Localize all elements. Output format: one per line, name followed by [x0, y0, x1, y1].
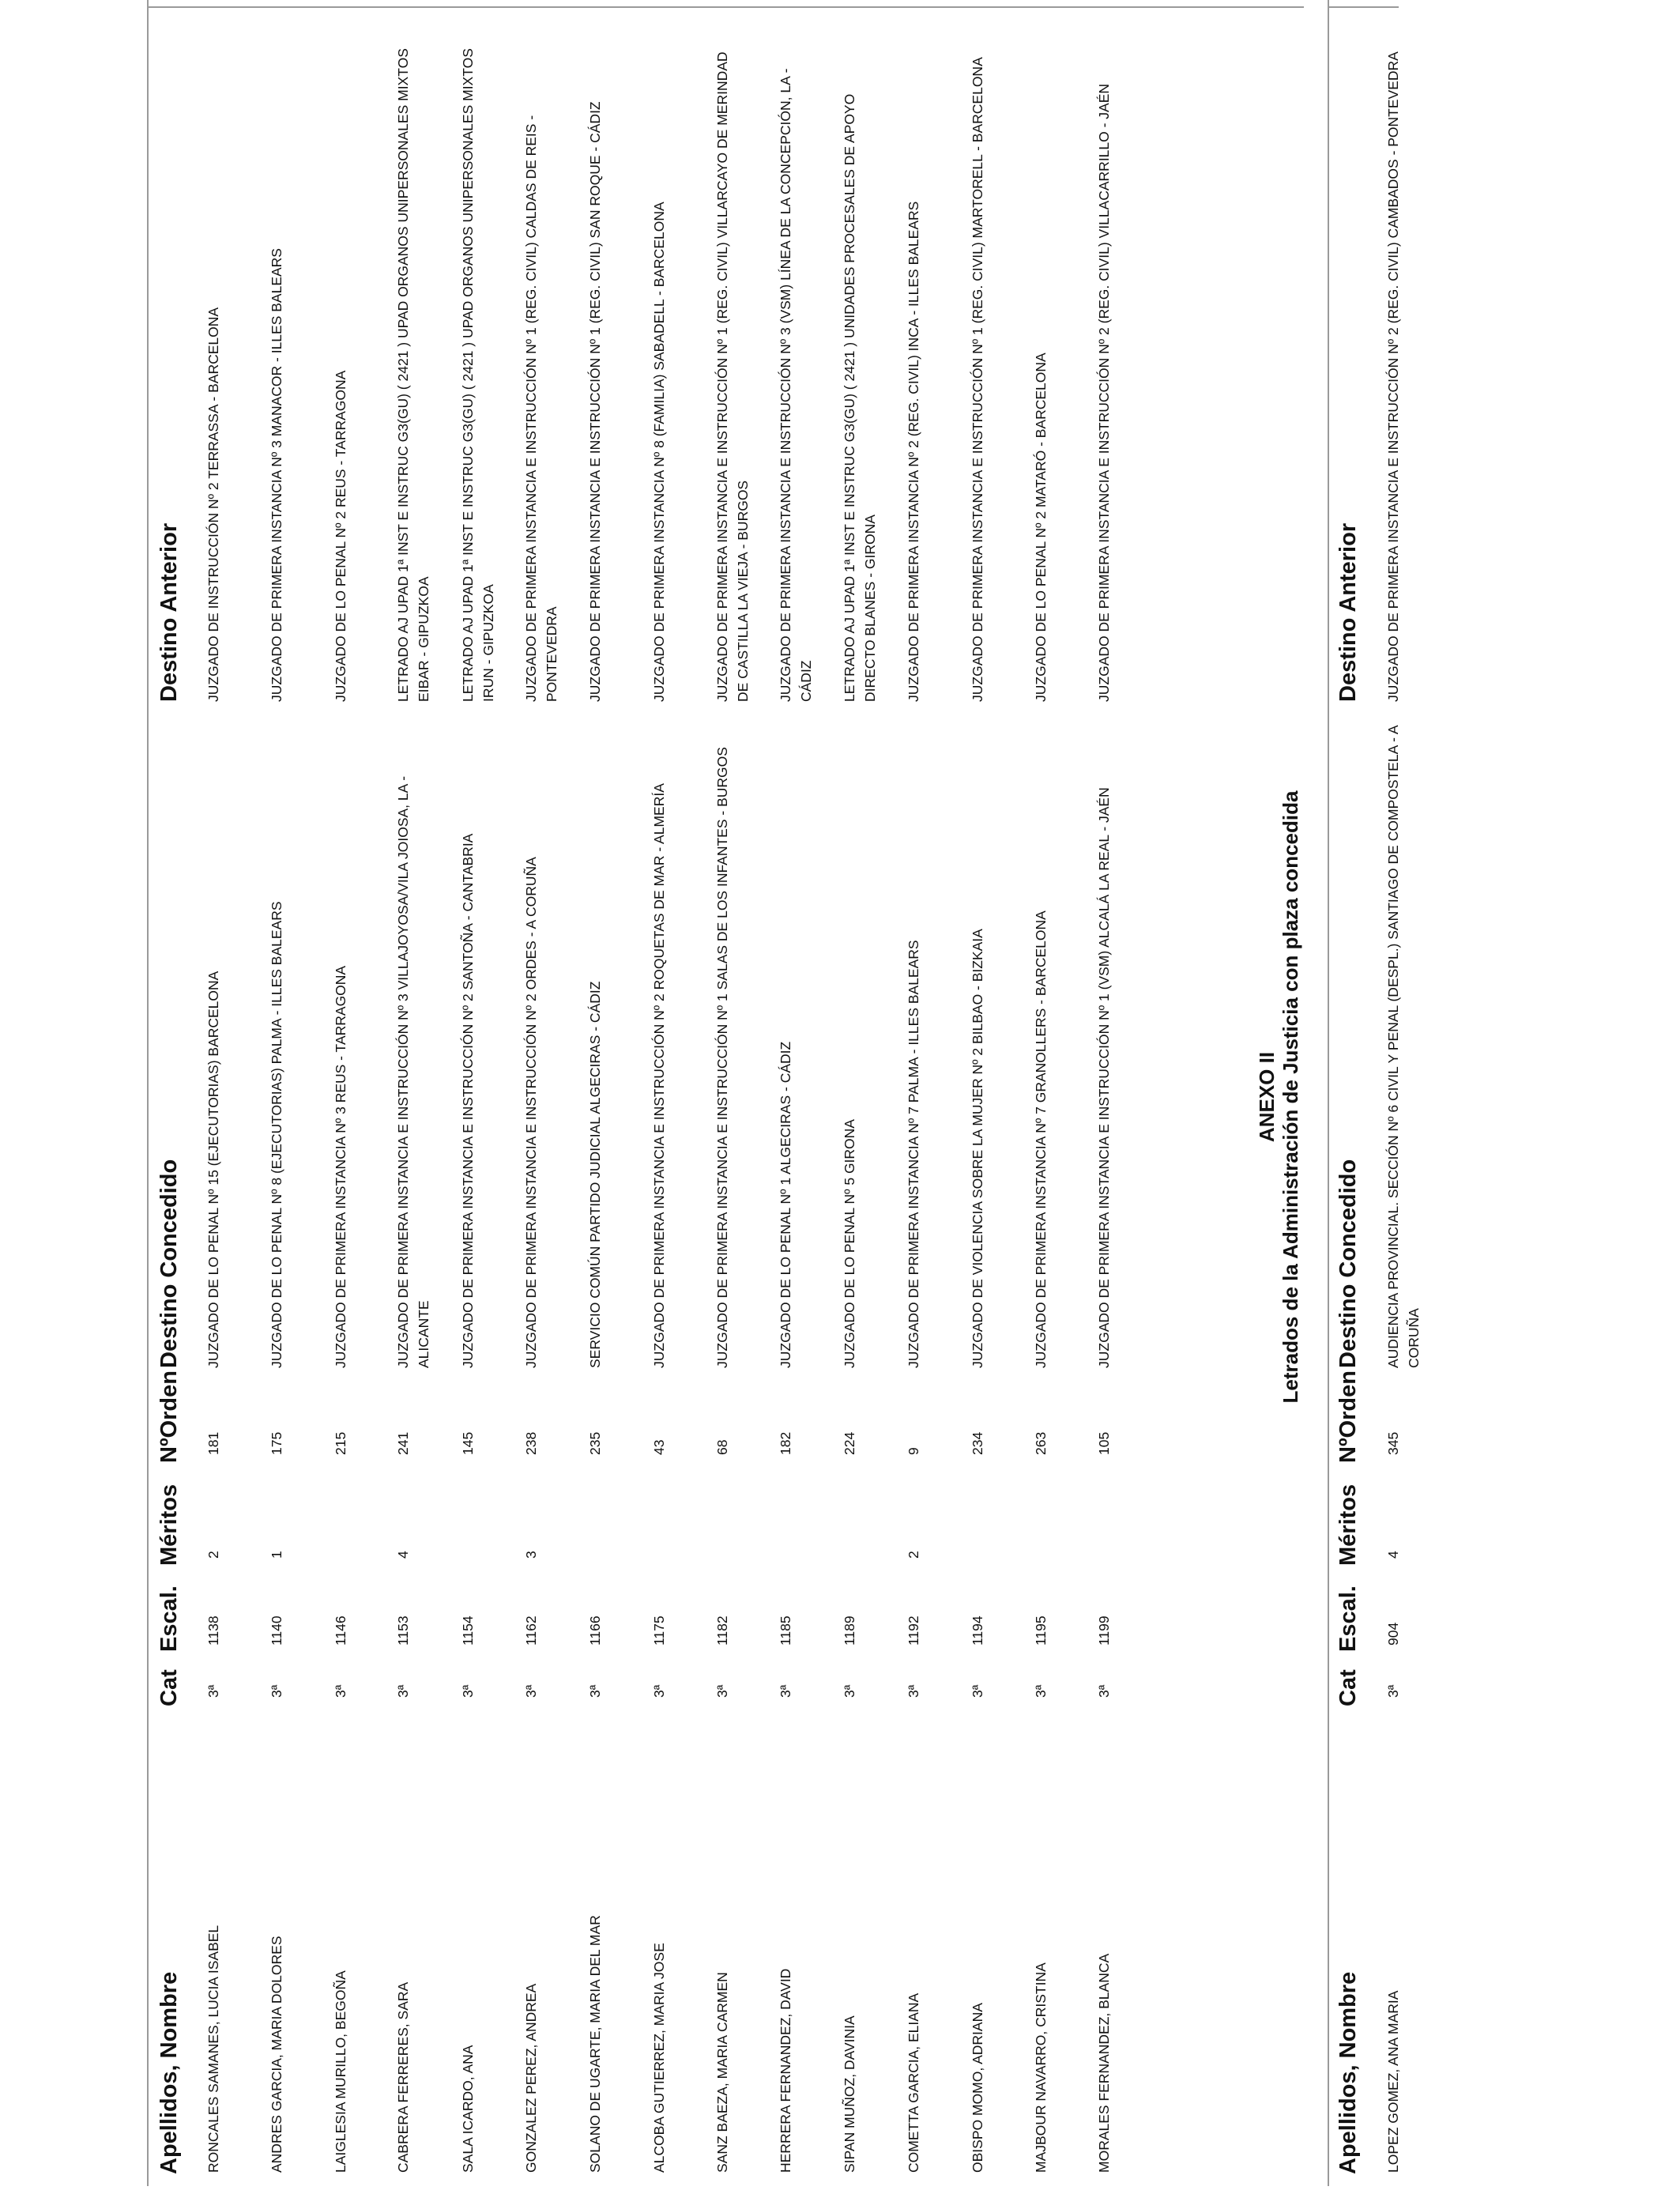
- cell-escal: 1199: [1096, 1615, 1112, 1646]
- cell-destino-anterior: JUZGADO DE PRIMERA INSTANCIA E INSTRUCCIÓN Nº 2 (REG. CIVIL) CAMBADOS - PONTEVEDRA: [1385, 51, 1401, 702]
- cell-destino-anterior: JUZGADO DE PRIMERA INSTANCIA E INSTRUCCIÓN Nº 1 (REG. CIVIL) SAN ROQUE - CÁDIZ: [587, 101, 603, 702]
- cell-orden: 175: [269, 1431, 284, 1455]
- cell-name: SANZ BAEZA, MARIA CARMEN: [714, 1972, 730, 2173]
- cell-destino-anterior: JUZGADO DE PRIMERA INSTANCIA E INSTRUCCIÓN Nº 1 (REG. CIVIL) CALDAS DE REIS - PONTEVEDRA: [523, 115, 559, 702]
- cell-meritos: 4: [395, 1551, 411, 1559]
- cell-destino-anterior: JUZGADO DE PRIMERA INSTANCIA E INSTRUCCIÓN Nº 1 (REG. CIVIL) MARTORELL - BARCELONA: [970, 57, 985, 702]
- header-destino-concedido: Destino Concedido: [156, 1159, 182, 1368]
- cell-destino-anterior: JUZGADO DE PRIMERA INSTANCIA Nº 2 (REG. CIVIL) INCA - ILLES BALEARS: [906, 201, 921, 702]
- cell-escal: 904: [1385, 1622, 1401, 1646]
- cell-destino-concedido: JUZGADO DE PRIMERA INSTANCIA Nº 7 GRANOLLERS - BARCELONA: [1033, 910, 1049, 1368]
- cell-orden: 235: [587, 1431, 603, 1455]
- table2-side-rule: [1328, 6, 1399, 8]
- cell-destino-anterior: JUZGADO DE LO PENAL Nº 2 MATARÓ - BARCELONA: [1033, 352, 1049, 702]
- cell-orden: 224: [842, 1431, 857, 1455]
- header-meritos: Méritos: [1335, 1483, 1361, 1566]
- cell-escal: 1195: [1033, 1615, 1049, 1646]
- cell-cat: 3ª: [587, 1684, 603, 1698]
- cell-orden: 345: [1385, 1431, 1401, 1455]
- cell-name: SOLANO DE UGARTE, MARIA DEL MAR: [587, 1915, 603, 2173]
- cell-destino-concedido: JUZGADO DE PRIMERA INSTANCIA E INSTRUCCIÓN Nº 2 ORDES - A CORUÑA: [523, 857, 539, 1368]
- annex-title: ANEXO II: [1255, 1051, 1279, 1143]
- cell-cat: 3ª: [714, 1684, 730, 1698]
- cell-escal: 1192: [906, 1615, 921, 1646]
- cell-name: HERRERA FERNANDEZ, DAVID: [778, 1968, 793, 2173]
- cell-orden: 105: [1096, 1431, 1112, 1455]
- cell-escal: 1175: [651, 1615, 667, 1646]
- cell-meritos: 4: [1385, 1551, 1401, 1559]
- cell-cat: 3ª: [778, 1684, 793, 1698]
- cell-cat: 3ª: [395, 1684, 411, 1698]
- annex-subtitle: Letrados de la Administración de Justicia con plaza concedida: [1279, 790, 1302, 1404]
- cell-orden: 43: [651, 1439, 667, 1455]
- cell-destino-concedido: JUZGADO DE PRIMERA INSTANCIA E INSTRUCCIÓN Nº 1 SALAS DE LOS INFANTES - BURGOS: [714, 747, 730, 1368]
- cell-destino-concedido: AUDIENCIA PROVINCIAL. SECCIÓN Nº 6 CIVIL Y PENAL (DESPL.) SANTIAGO DE COMPOSTELA - A CORUÑA: [1385, 726, 1422, 1368]
- cell-escal: 1182: [714, 1615, 730, 1646]
- cell-cat: 3ª: [333, 1684, 348, 1698]
- cell-escal: 1166: [587, 1615, 603, 1646]
- cell-escal: 1154: [460, 1615, 476, 1646]
- header-destino-concedido: Destino Concedido: [1335, 1159, 1361, 1368]
- header-cat: Cat: [156, 1669, 182, 1706]
- cell-escal: 1189: [842, 1615, 857, 1646]
- cell-cat: 3ª: [1385, 1684, 1401, 1698]
- header-apellidos-nombre: Apellidos, Nombre: [156, 1971, 182, 2174]
- cell-destino-anterior: JUZGADO DE PRIMERA INSTANCIA E INSTRUCCIÓN Nº 2 (REG. CIVIL) VILLACARRILLO - JAÉN: [1096, 83, 1112, 702]
- cell-name: GONZALEZ PEREZ, ANDREA: [523, 1983, 539, 2173]
- cell-name: SALA ICARDO, ANA: [460, 2045, 476, 2173]
- cell-destino-anterior: JUZGADO DE PRIMERA INSTANCIA E INSTRUCCIÓN Nº 1 (REG. CIVIL) VILLARCAYO DE MERINDAD DE CASTILLA LA VIEJA - BURGOS: [714, 51, 751, 702]
- cell-name: ANDRES GARCIA, MARIA DOLORES: [269, 1936, 284, 2173]
- cell-orden: 215: [333, 1431, 348, 1455]
- cell-destino-concedido: JUZGADO DE PRIMERA INSTANCIA E INSTRUCCIÓN Nº 3 VILLAJOYOSA/VILA JOIOSA, LA - ALICANTE: [395, 775, 431, 1368]
- header-escal: Escal.: [156, 1585, 182, 1652]
- cell-escal: 1185: [778, 1615, 793, 1646]
- cell-destino-concedido: JUZGADO DE PRIMERA INSTANCIA Nº 7 PALMA - ILLES BALEARS: [906, 940, 921, 1368]
- cell-cat: 3ª: [1096, 1684, 1112, 1698]
- header-apellidos-nombre: Apellidos, Nombre: [1335, 1971, 1361, 2174]
- cell-name: CABRERA FERRERES, SARA: [395, 1981, 411, 2173]
- cell-destino-concedido: JUZGADO DE LO PENAL Nº 1 ALGECIRAS - CÁDIZ: [778, 1041, 793, 1368]
- cell-destino-concedido: JUZGADO DE LO PENAL Nº 5 GIRONA: [842, 1119, 857, 1368]
- cell-name: COMETTA GARCIA, ELIANA: [906, 1992, 921, 2173]
- cell-cat: 3ª: [1033, 1684, 1049, 1698]
- cell-destino-concedido: JUZGADO DE PRIMERA INSTANCIA E INSTRUCCIÓN Nº 2 SANTOÑA - CANTABRIA: [460, 833, 476, 1368]
- cell-orden: 234: [970, 1431, 985, 1455]
- cell-name: LOPEZ GOMEZ, ANA MARIA: [1385, 1990, 1401, 2173]
- cell-meritos: 1: [269, 1551, 284, 1559]
- cell-orden: 263: [1033, 1431, 1049, 1455]
- cell-orden: 9: [906, 1447, 921, 1455]
- cell-name: SIPAN MUÑOZ, DAVINIA: [842, 2015, 857, 2173]
- cell-cat: 3ª: [906, 1684, 921, 1698]
- cell-destino-concedido: JUZGADO DE PRIMERA INSTANCIA E INSTRUCCIÓN Nº 1 (VSM) ALCALÁ LA REAL - JAÉN: [1096, 787, 1112, 1368]
- cell-orden: 238: [523, 1431, 539, 1455]
- table2-top-rule: [1328, 0, 1329, 2186]
- cell-escal: 1138: [205, 1615, 221, 1646]
- cell-destino-concedido: JUZGADO DE LO PENAL Nº 15 (EJECUTORIAS) BARCELONA: [205, 971, 221, 1368]
- header-destino-anterior: Destino Anterior: [1335, 522, 1361, 702]
- cell-cat: 3ª: [970, 1684, 985, 1698]
- cell-cat: 3ª: [651, 1684, 667, 1698]
- cell-name: MAJBOUR NAVARRO, CRISTINA: [1033, 1962, 1049, 2173]
- cell-destino-concedido: SERVICIO COMÚN PARTIDO JUDICIAL ALGECIRAS - CÁDIZ: [587, 981, 603, 1368]
- header-norden: NºOrden: [156, 1370, 182, 1463]
- table1-side-rule: [147, 6, 1304, 8]
- cell-meritos: 2: [205, 1551, 221, 1559]
- cell-cat: 3ª: [460, 1684, 476, 1698]
- cell-name: LAIGLESIA MURILLO, BEGOÑA: [333, 1970, 348, 2173]
- cell-cat: 3ª: [523, 1684, 539, 1698]
- cell-name: OBISPO MOMO, ADRIANA: [970, 2003, 985, 2173]
- cell-destino-concedido: JUZGADO DE PRIMERA INSTANCIA Nº 3 REUS - TARRAGONA: [333, 965, 348, 1368]
- cell-escal: 1140: [269, 1615, 284, 1646]
- cell-cat: 3ª: [842, 1684, 857, 1698]
- cell-destino-anterior: JUZGADO DE PRIMERA INSTANCIA E INSTRUCCIÓN Nº 3 (VSM) LÍNEA DE LA CONCEPCIÓN, LA - CÁDIZ: [778, 68, 814, 702]
- header-meritos: Méritos: [156, 1483, 182, 1566]
- cell-orden: 145: [460, 1431, 476, 1455]
- cell-name: RONCALES SAMANES, LUCIA ISABEL: [205, 1924, 221, 2173]
- header-destino-anterior: Destino Anterior: [156, 522, 182, 702]
- cell-destino-anterior: JUZGADO DE LO PENAL Nº 2 REUS - TARRAGONA: [333, 370, 348, 702]
- cell-destino-anterior: LETRADO AJ UPAD 1ª INST E INSTRUC G3(GU) ( 2421 ) UPAD ORGANOS UNIPERSONALES MIXTOS IRUN - GIPUZKOA: [460, 48, 496, 702]
- header-cat: Cat: [1335, 1669, 1361, 1706]
- cell-escal: 1194: [970, 1615, 985, 1646]
- cell-destino-concedido: JUZGADO DE LO PENAL Nº 8 (EJECUTORIAS) PALMA - ILLES BALEARS: [269, 901, 284, 1368]
- cell-escal: 1162: [523, 1615, 539, 1646]
- header-norden: NºOrden: [1335, 1370, 1361, 1463]
- cell-orden: 181: [205, 1431, 221, 1455]
- cell-destino-anterior: JUZGADO DE PRIMERA INSTANCIA Nº 3 MANACOR - ILLES BALEARS: [269, 248, 284, 702]
- cell-escal: 1146: [333, 1615, 348, 1646]
- cell-name: ALCOBA GUTIERREZ, MARIA JOSE: [651, 1943, 667, 2173]
- cell-name: MORALES FERNANDEZ, BLANCA: [1096, 1953, 1112, 2173]
- cell-meritos: 2: [906, 1551, 921, 1559]
- cell-destino-anterior: JUZGADO DE PRIMERA INSTANCIA Nº 8 (FAMILIA) SABADELL - BARCELONA: [651, 202, 667, 702]
- cell-escal: 1153: [395, 1615, 411, 1646]
- cell-destino-concedido: JUZGADO DE PRIMERA INSTANCIA E INSTRUCCIÓN Nº 2 ROQUETAS DE MAR - ALMERÍA: [651, 783, 667, 1368]
- header-escal: Escal.: [1335, 1585, 1361, 1652]
- cell-cat: 3ª: [205, 1684, 221, 1698]
- cell-destino-anterior: JUZGADO DE INSTRUCCIÓN Nº 2 TERRASSA - BARCELONA: [205, 307, 221, 702]
- table1-top-rule: [147, 0, 149, 2186]
- cell-orden: 182: [778, 1431, 793, 1455]
- cell-destino-anterior: LETRADO AJ UPAD 1ª INST E INSTRUC G3(GU) ( 2421 ) UPAD ORGANOS UNIPERSONALES MIXTOS EIBAR - GIPUZKOA: [395, 48, 431, 702]
- cell-destino-concedido: JUZGADO DE VIOLENCIA SOBRE LA MUJER Nº 2 BILBAO - BIZKAIA: [970, 929, 985, 1368]
- cell-orden: 68: [714, 1439, 730, 1455]
- cell-orden: 241: [395, 1431, 411, 1455]
- cell-cat: 3ª: [269, 1684, 284, 1698]
- cell-meritos: 3: [523, 1551, 539, 1559]
- cell-destino-anterior: LETRADO AJ UPAD 1ª INST E INSTRUC G3(GU) ( 2421 ) UNIDADES PROCESALES DE APOYO DIRECTO BLANES - GIRONA: [842, 93, 878, 702]
